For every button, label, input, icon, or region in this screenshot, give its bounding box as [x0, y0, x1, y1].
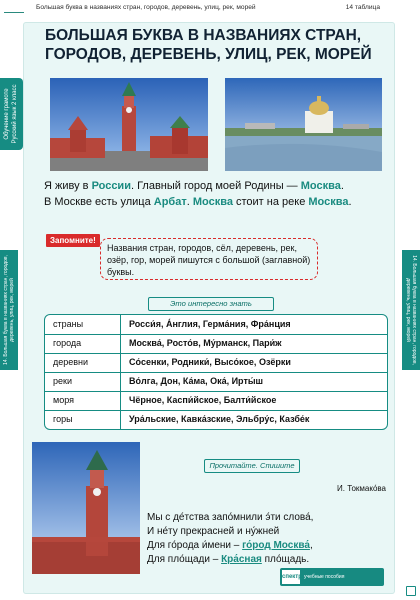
intro-line-1-c: .: [340, 180, 344, 192]
left-tab: [0, 78, 23, 150]
poem-line-1: Мы с де́тства запо́мнили э́ти слова́,: [147, 512, 314, 523]
table-cell-values: Во́лга, Дон, Ка́ма, Ока́, Ирты́ш: [129, 376, 264, 386]
intro-line-2-a: В Москве есть улица: [44, 196, 154, 208]
intro-line-1-russia: России: [91, 180, 131, 192]
remember-text: Названия стран, городов, сёл, деревень, рек, озёр, гор, морей пишутся с большой (заглавной) буквы.: [107, 243, 311, 277]
right-side-text: 14. Большая буква в названиях стран, городов, деревень, улиц, рек, морей: [405, 255, 417, 365]
intro-line-2-arbat: Арбат: [153, 196, 187, 208]
top-left-line: [4, 12, 24, 13]
intro-line-2: [44, 194, 386, 210]
intro-line-2-b: .: [186, 196, 193, 208]
spasskaya-tower-illustration: [32, 442, 140, 574]
left-side-strip: [0, 250, 18, 370]
photo-spasskaya-tower: [32, 442, 140, 574]
intro-line-1-a: Я живу в: [44, 180, 92, 192]
brand-footer: [280, 568, 384, 586]
poem-line-4-c: пло́щадь.: [261, 554, 310, 565]
table-cell-type: страны: [45, 315, 121, 334]
poem: [147, 511, 387, 567]
table-cell-type: города: [45, 334, 121, 353]
left-tab-text: [0, 78, 23, 150]
left-tab-line1: Обучение грамоте: [4, 88, 10, 140]
top-strip: [0, 0, 420, 20]
intro-line-1-b: . Главный город моей Родины —: [130, 180, 301, 192]
table-cell-type: горы: [45, 410, 121, 429]
moscow-river-illustration: [225, 78, 382, 171]
table-row: [45, 372, 387, 392]
intro-line-2-moscow: Москва: [192, 196, 233, 208]
header-text: Большая буква в названиях стран, городов, деревень, улиц, рек, морей: [36, 4, 256, 11]
table-cell-values: Росси́я, А́нглия, Герма́ния, Фра́нция: [129, 319, 291, 329]
intro-line-2-d: .: [348, 196, 352, 208]
table-cell-type: деревни: [45, 353, 121, 372]
header-number: 14 таблица: [345, 4, 380, 11]
table-row: [45, 353, 387, 373]
poem-line-4-b: Кра́сная: [221, 554, 262, 565]
brand-logo: спектр: [282, 570, 300, 584]
poem-line-2: И не́ту прекрасней и ну́жней: [147, 526, 280, 537]
table-row: [45, 391, 387, 411]
brand-text: учебные пособия: [304, 574, 345, 580]
kremlin-red-square-illustration: [50, 78, 208, 171]
read-copy-tag: Прочитайте. Спишите: [204, 459, 300, 473]
table-cell-type: моря: [45, 391, 121, 410]
poem-line-3: [147, 539, 387, 553]
table-row: [45, 410, 387, 429]
left-tab-line2: Русский язык 2 класс: [12, 84, 18, 144]
table-cell-type: реки: [45, 372, 121, 391]
table-cell-values: Чёрное, Каспи́йское, Балти́йское: [129, 395, 277, 405]
poem-line-3-b: го́род Москва́: [242, 540, 310, 551]
examples-table: [44, 314, 388, 430]
poem-line-4: [147, 553, 387, 567]
intro-line-2-c: стоит на реке: [232, 196, 309, 208]
table-cell-values: Со́сенки, Родники́, Высо́кое, Озёрки: [129, 357, 291, 367]
poem-line-3-a: Для го́рода и́мени –: [147, 540, 243, 551]
corner-mark-icon: [406, 586, 416, 596]
poem-author: И. Токмако́ва: [337, 484, 387, 493]
table-row: [45, 315, 387, 335]
right-side-strip: [402, 250, 420, 370]
intro-paragraph: [44, 178, 386, 210]
remember-label: Запомните!: [46, 234, 100, 247]
table-cell-values: Ура́льские, Кавка́зские, Эльбру́с, Казбе́к: [129, 414, 310, 424]
intro-line-1-moscow: Москва: [300, 180, 341, 192]
intro-line-2-river: Москва: [308, 196, 349, 208]
photo-kremlin-red-square: [50, 78, 208, 171]
remember-box: [100, 238, 318, 280]
page-title: БОЛЬШАЯ БУКВА В НАЗВАНИЯХ СТРАН, ГОРОДОВ, ДЕРЕВЕНЬ, УЛИЦ, РЕК, МОРЕЙ: [45, 27, 372, 63]
left-side-text: 14. Большая буква в названиях стран, городов, деревень, улиц, рек, морей: [3, 255, 15, 365]
table-cell-values: Москва́, Росто́в, Му́рманск, Пари́ж: [129, 338, 282, 348]
intro-line-1: [44, 178, 386, 194]
poem-line-4-a: Для пло́щади –: [147, 554, 222, 565]
poem-line-3-c: ,: [309, 540, 313, 551]
interesting-bar: Это интересно знать: [148, 297, 274, 311]
table-row: [45, 334, 387, 354]
photo-moscow-river: [225, 78, 382, 171]
